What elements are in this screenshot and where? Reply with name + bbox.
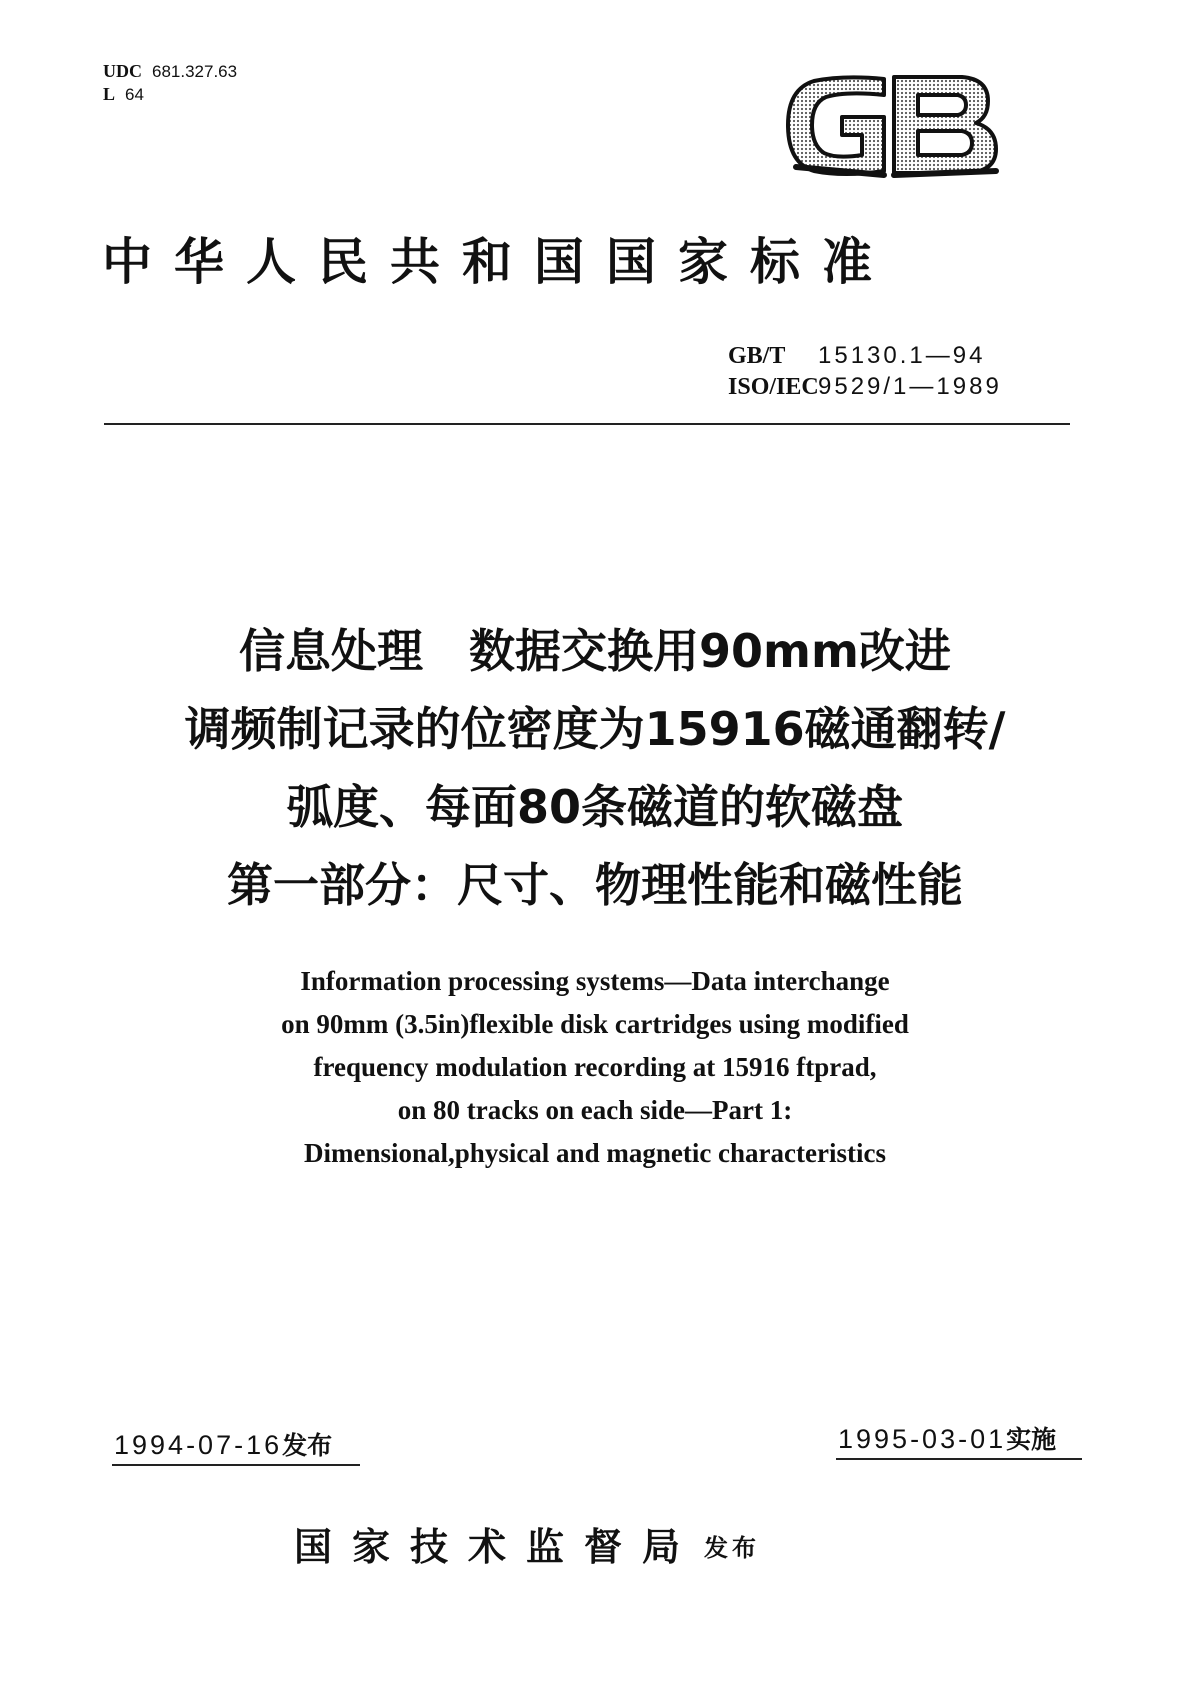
gb-prefix: GB/T xyxy=(728,343,786,369)
chinese-title-line: 第一部分：尺寸、物理性能和磁性能 xyxy=(227,858,963,912)
chinese-title-line: 弧度、每面80条磁道的软磁盘 xyxy=(286,780,903,834)
issuing-authority xyxy=(294,1516,760,1571)
issuer-action: 发布 xyxy=(704,1534,761,1562)
header-divider xyxy=(104,423,1070,425)
iso-number: 9529/1—1989 xyxy=(818,373,1002,400)
chinese-title xyxy=(90,612,1100,924)
english-title-line: Dimensional,physical and magnetic characteristics xyxy=(304,1138,886,1168)
classification-codes xyxy=(103,60,237,106)
english-title-line: on 80 tracks on each side—Part 1: xyxy=(397,1095,793,1125)
issue-date-underline xyxy=(112,1464,360,1466)
national-standard-heading: 中华人民共和国国家标准 xyxy=(102,232,894,291)
effective-date-value: 1995-03-01 xyxy=(838,1424,1007,1454)
iso-prefix: ISO/IEC xyxy=(728,374,819,400)
effective-date xyxy=(838,1420,1056,1456)
issuer-name: 国家技术监督局 xyxy=(294,1524,701,1569)
english-title-line: on 90mm (3.5in)flexible disk cartridges using modified xyxy=(281,1009,909,1039)
ccs-value: 64 xyxy=(125,85,144,104)
issue-date-label: 发布 xyxy=(282,1431,333,1460)
gb-standard-number xyxy=(728,340,1002,371)
gb-number: 15130.1—94 xyxy=(818,342,986,369)
issue-date xyxy=(114,1426,332,1462)
standard-numbers xyxy=(728,340,1002,402)
issue-date-value: 1994-07-16 xyxy=(114,1430,283,1460)
chinese-title-line: 信息处理 数据交换用90mm改进 xyxy=(239,624,951,678)
english-title-line: Information processing systems—Data interchange xyxy=(300,966,890,996)
ccs-code xyxy=(103,83,237,106)
english-title xyxy=(100,960,1090,1175)
english-title-line: frequency modulation recording at 15916 ftprad, xyxy=(313,1052,877,1082)
udc-key: UDC xyxy=(103,61,142,81)
effective-date-label: 实施 xyxy=(1006,1425,1057,1454)
gb-logo-icon xyxy=(784,71,1000,179)
ccs-key: L xyxy=(103,84,116,104)
effective-date-underline xyxy=(836,1458,1082,1460)
chinese-title-line: 调频制记录的位密度为15916磁通翻转/ xyxy=(184,702,1006,756)
udc-code xyxy=(103,60,237,83)
iso-standard-number xyxy=(728,371,1002,402)
udc-value: 681.327.63 xyxy=(152,62,238,81)
